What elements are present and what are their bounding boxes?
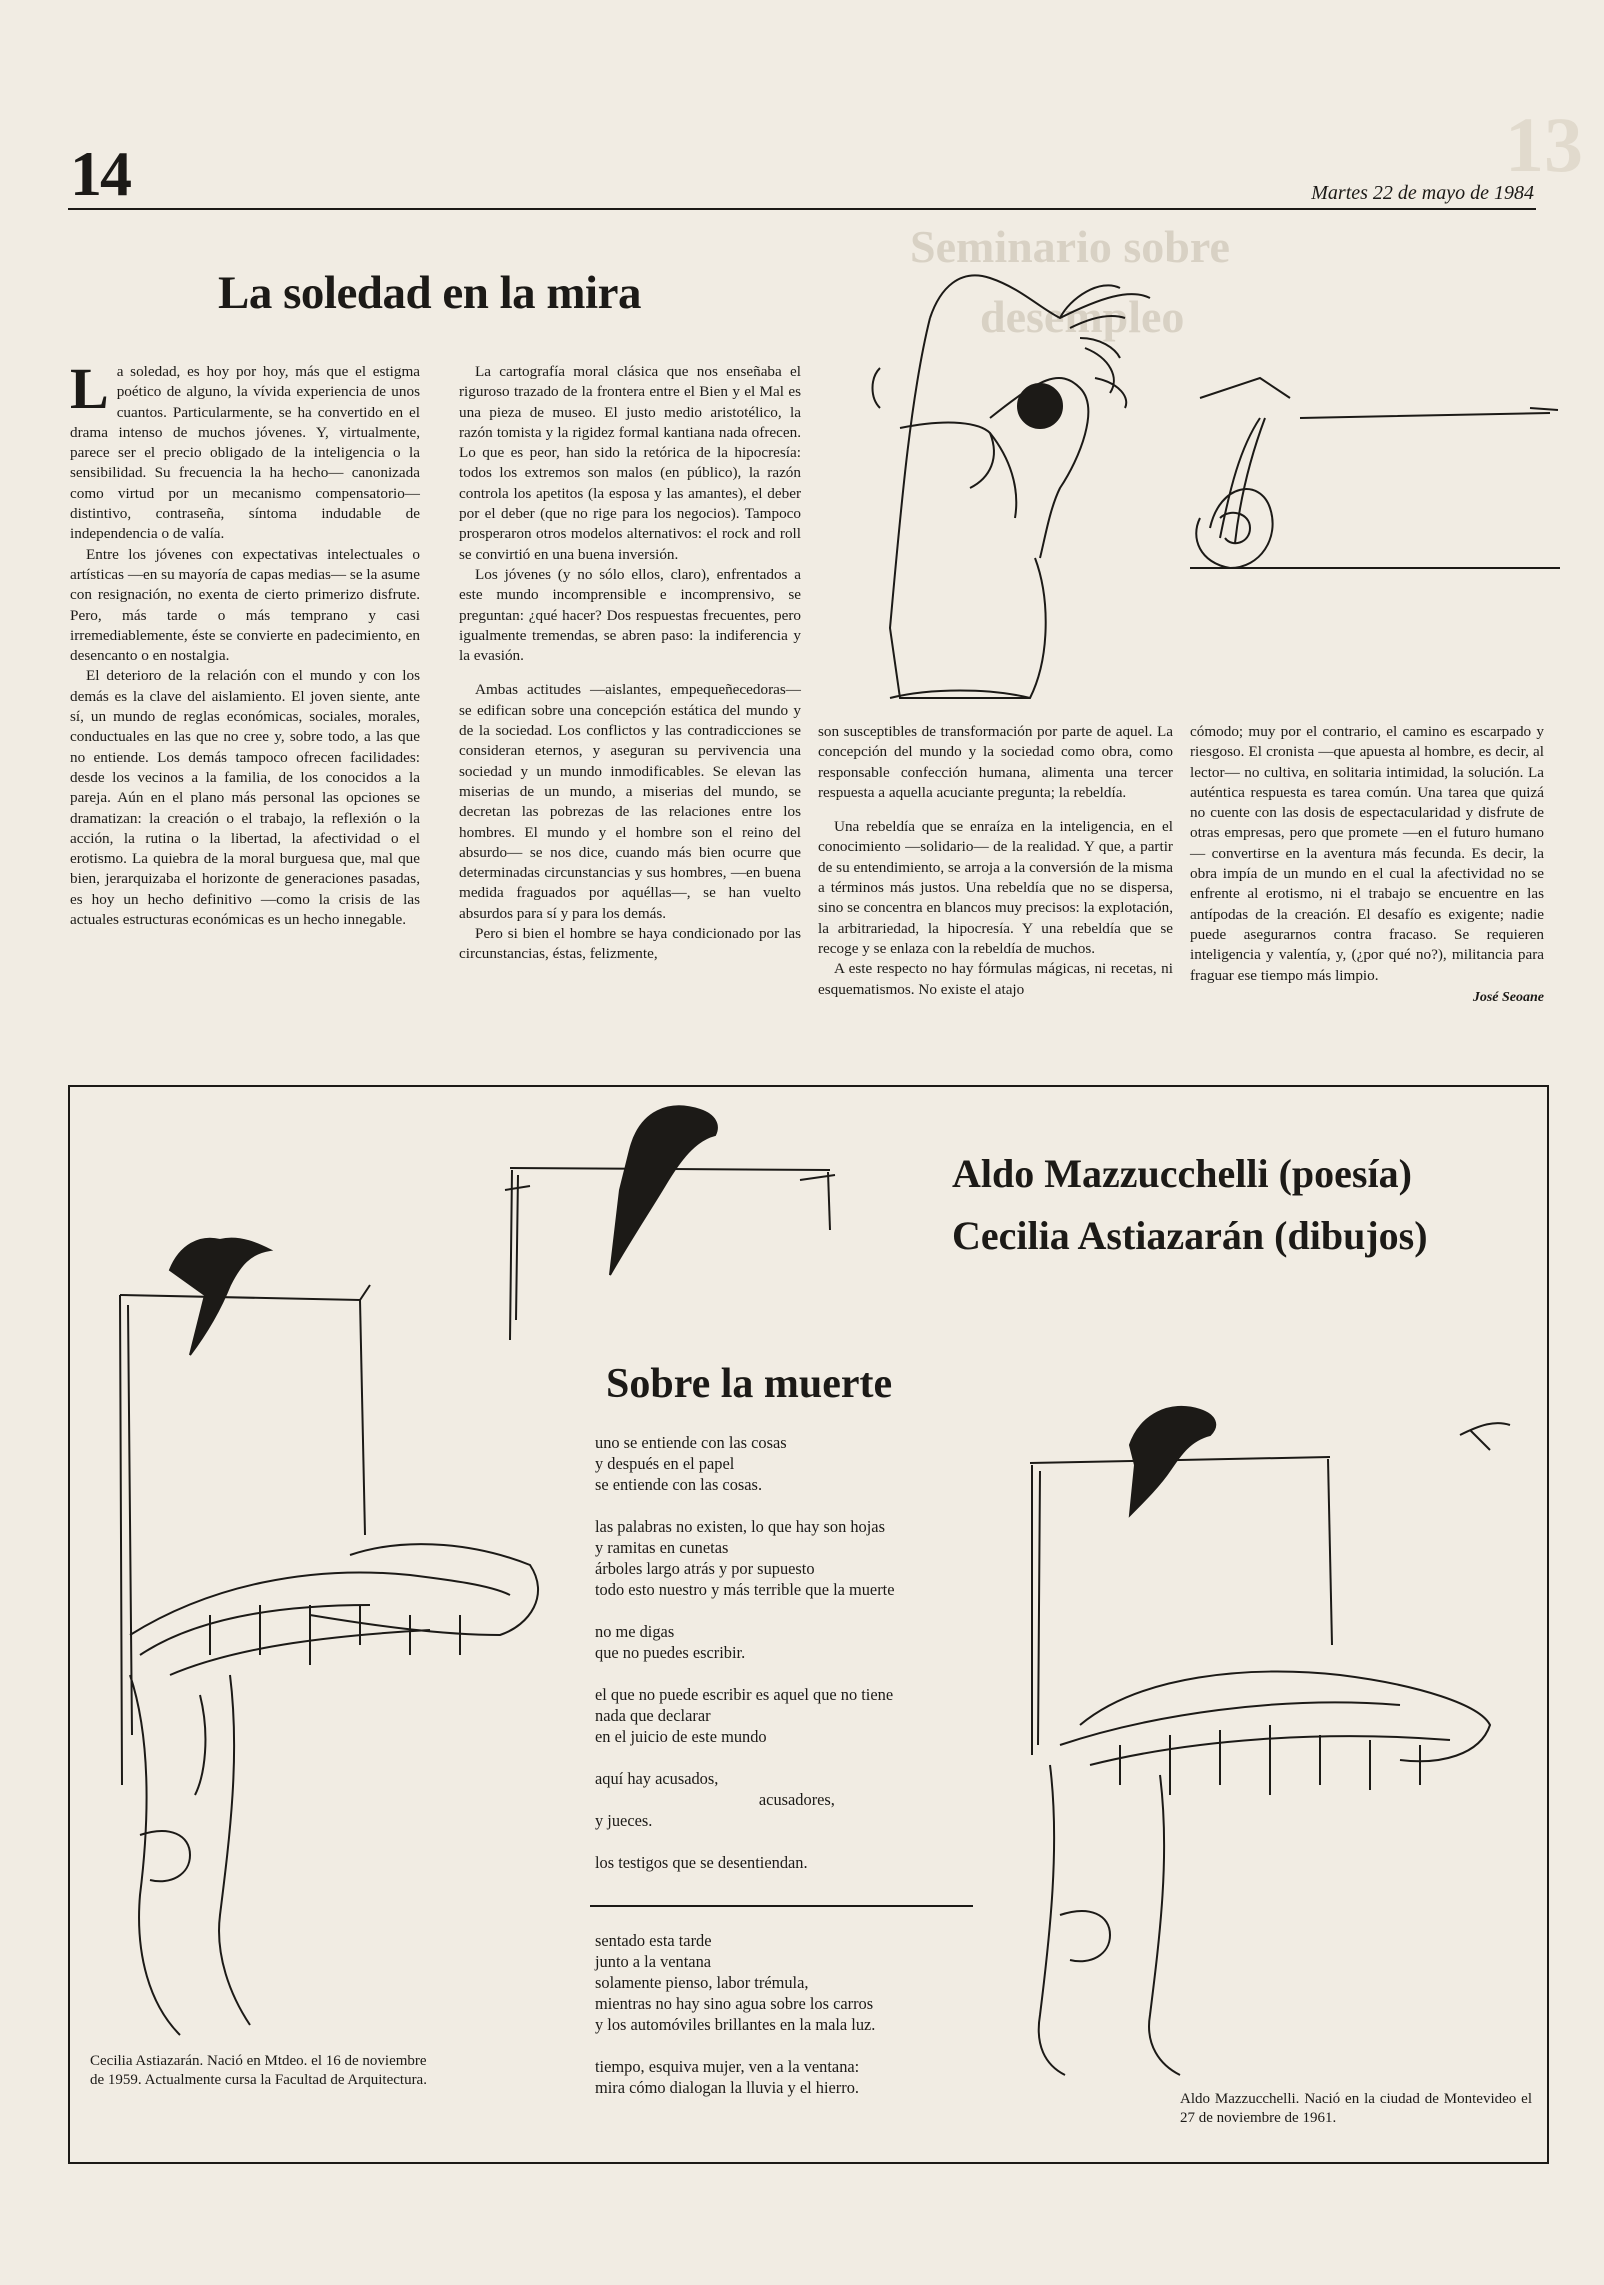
article-paragraph: cómodo; muy por el contrario, el camino es escarpado y riesgoso. El cronista —que apuesta al hombre, es decir, al lector— no cultiva, en solitaria intimidad, la solución. La auténtica respuesta es tarea común. Una tarea que quizá no cuente con las dosis de espectacularidad y disfrute de otras empresas, pero que promete —en el futuro humano— convertirse en la aventura más fecunda. Es decir, la obra impía de un mundo en el cual la afectividad no se enfrente al erotismo, ni el trabajo se encuentre en las antípodas de la creación. El desafío es exigente; nadie puede asegurarnos contra fracaso. Se requieren inteligencia y valentía, y, (¿por qué no?), militancia para fraguar ese tiempo más limpio.: [1190, 723, 1544, 984]
bird-frame-drawing-center: [500, 1090, 860, 1350]
drop-cap: L: [70, 356, 109, 421]
poem-line: sentado esta tarde: [595, 1931, 712, 1950]
poem-line: uno se entiende con las cosas: [595, 1433, 787, 1452]
poem-line: que no puedes escribir.: [595, 1643, 746, 1662]
article-column-3: [818, 722, 1173, 1000]
poem-line: tiempo, esquiva mujer, ven a la ventana:: [595, 2057, 860, 2076]
poem-stanza: [595, 1684, 1025, 1747]
poem-line: y jueces.: [595, 1811, 653, 1830]
article-paragraph: Ambas actitudes —aislantes, empequeñecedoras— se edifican sobre una concepción estática del mundo y de la sociedad. Los conflictos y las contradicciones se consideran eternos, y aseguran su pervivencia una sociedad y un mundo inmodificables. Se elevan las miserias de un mundo, a miserias del mundo, se decretan las pobrezas de las relaciones entre los hombres. El mundo y el hombre son el reino del absurdo— se nos dice, cuando más bien ocurre que determinadas circunstancias y sus hombres, —en buena medida fraguados por aquéllas—, se han vuelto absurdos para sí y para los demás.: [459, 681, 801, 922]
article-column-2: [459, 362, 801, 965]
poem-line: se entiende con las cosas.: [595, 1475, 763, 1494]
bleed-page-number: 13: [1505, 101, 1583, 188]
article-paragraph: a soledad, es hoy por hoy, más que el estigma poético de alguno, la vívida experiencia de unos cuantos. Particularmente, se ha convertido en el drama intenso de muchos jóvenes. Y, virtualmente, parece ser el precio obligado de la inteligencia o la sensibilidad. Su frecuencia la ha hecho— canonizada como virtud por un mecanismo compensatorio— distintivo, contraseña, síntoma indudable de independencia o de valía.: [70, 363, 420, 543]
article-paragraph: Los jóvenes (y no sólo ellos, claro), enfrentados a este mundo incomprensible e incomprensivo, se preguntan: ¿qué hacer? Dos respuestas frecuentes, pero igualmente tremendas, se abren paso: la indiferencia y la evasión.: [459, 565, 801, 665]
article-paragraph: El deterioro de la relación con el mundo y con los demás es la clave del aislamiento. El joven siente, ante sí, un mundo de reglas económicas, sociales, morales, conductuales en las que no cree y, sobre todo, a las que no entiende. Los demás tampoco ofrecen facilidades: desde los vecinos a la familia, de los conocidos a la pareja. Aún en el plano más personal las opciones se dramatizan: la creación o el trabajo, la reflexión o la acción, la rutina o la libertad, la afectividad o el erotismo. La quiebra de la moral burguesa que, mal que bien, jerarquizaba el horizonte de generaciones pasadas, es hoy un hecho definitivo —como la crisis de las actuales estructuras económicas es un hecho innegable.: [70, 667, 420, 929]
article-paragraph: Entre los jóvenes con expectativas intelectuales o artísticas —en su mayoría de capas medias— se la asume con resignación, no exenta de cierto primerizo disfrute. Pero, más tarde o más temprano y casi irremediablemente, éste se convierte en padecimiento, en desencanto o en nostalgia.: [70, 545, 420, 665]
bleed-title-line-1: Seminario sobre: [910, 221, 1230, 272]
article-paragraph: Pero si bien el hombre se haya condicionado por las circunstancias, éstas, felizmente,: [459, 925, 801, 963]
page-number: 14: [70, 138, 130, 209]
illustrator-caption: Cecilia Astiazarán. Nació en Mtdeo. el 16 de noviembre de 1959. Actualmente cursa la Facultad de Arquitectura.: [90, 2053, 427, 2088]
poem-line: y ramitas en cunetas: [595, 1538, 729, 1557]
bird-figure-drawing-right: [1020, 1395, 1540, 2075]
article-headline: La soledad en la mira: [218, 267, 641, 319]
poem-line: solamente pienso, labor trémula,: [595, 1973, 809, 1992]
article-paragraph: La cartografía moral clásica que nos enseñaba el riguroso trazado de la frontera entre el Bien y el Mal es una pieza de museo. El justo medio aristotélico, la razón tomista y la rigidez formal kantiana nada ofrecen. Lo que es peor, han sido la retórica de la hipocresía: todos los extremos son malos (en público), la razón controla los apetitos (la esposa y las amantes), el deber por el deber (que no rige para los negocios). Tampoco prosperaron otros modelos alternativos: el rock and roll se convirtió en una buena inversión.: [459, 363, 801, 563]
article-paragraph: A este respecto no hay fórmulas mágicas, ni recetas, ni esquematismos. No existe el atajo: [818, 960, 1173, 998]
poem-title: Sobre la muerte: [606, 1361, 893, 1407]
poem-divider: [590, 1905, 973, 1907]
poem-line: los testigos que se desentiendan.: [595, 1853, 808, 1872]
poem-line: todo esto nuestro y más terrible que la muerte: [595, 1580, 895, 1599]
figure-snail-drawing: [870, 258, 1560, 718]
poem-stanza: [595, 1768, 1025, 1831]
poem-stanza: [595, 1852, 1025, 1873]
poem-line: y los automóviles brillantes en la mala luz.: [595, 2015, 876, 2034]
poem-line: mira cómo dialogan la lluvia y el hierro.: [595, 2078, 859, 2097]
issue-date: Martes 22 de mayo de 1984: [1311, 182, 1534, 204]
poem-part-1: [595, 1432, 1025, 1894]
header-rule: [68, 208, 1536, 210]
bleed-title-line-2: desempleo: [980, 291, 1185, 342]
poem-stanza: [595, 1516, 1025, 1600]
article-paragraph: Una rebeldía que se enraíza en la inteligencia, en el conocimiento —solidario— de la realidad. Y que, a partir de su entendimiento, se arroja a la conversión de la misma a términos más justos. Una rebeldía que no se dispersa, sino se concentra en blancos muy precisos: la explotación, la arbitrariedad, la hipocresía. Y una rebeldía que se recoge y se enlaza con la rebeldía de muchos.: [818, 818, 1173, 957]
article-column-4: [1190, 722, 1544, 1008]
poem-line: el que no puede escribir es aquel que no tiene: [595, 1685, 894, 1704]
feature-heading-illustrator: Cecilia Astiazarán (dibujos): [952, 1213, 1428, 1258]
poem-stanza: [595, 1621, 1025, 1663]
poem-line: no me digas: [595, 1622, 675, 1641]
poem-stanza: [595, 1930, 1075, 2035]
poem-line: mientras no hay sino agua sobre los carros: [595, 1994, 874, 2013]
poem-line: las palabras no existen, lo que hay son hojas: [595, 1517, 885, 1536]
poem-stanza: [595, 1432, 1025, 1495]
poem-line: árboles largo atrás y por supuesto: [595, 1559, 815, 1578]
poet-caption: Aldo Mazzucchelli. Nació en la ciudad de Montevideo el 27 de noviembre de 1961.: [1180, 2091, 1532, 2126]
author-signature: José Seoane: [1472, 989, 1544, 1005]
poem-stanza: [595, 2056, 1075, 2098]
article-paragraph: son susceptibles de transformación por parte de aquel. La concepción del mundo y la sociedad como obra, como responsable confección humana, alimenta una tercer respuesta a aquella acuciante pregunta; la rebeldía.: [818, 723, 1173, 801]
article-column-1: [70, 356, 420, 930]
feature-heading-poet: Aldo Mazzucchelli (poesía): [952, 1151, 1412, 1196]
poem-line: nada que declarar: [595, 1706, 711, 1725]
poem-line: junto a la ventana: [595, 1952, 712, 1971]
poem-line: acusadores,: [595, 1790, 835, 1809]
poem-part-2: [595, 1930, 1075, 2098]
poem-line: aquí hay acusados,: [595, 1769, 719, 1788]
poem-line: y después en el papel: [595, 1454, 735, 1473]
poem-line: en el juicio de este mundo: [595, 1727, 767, 1746]
